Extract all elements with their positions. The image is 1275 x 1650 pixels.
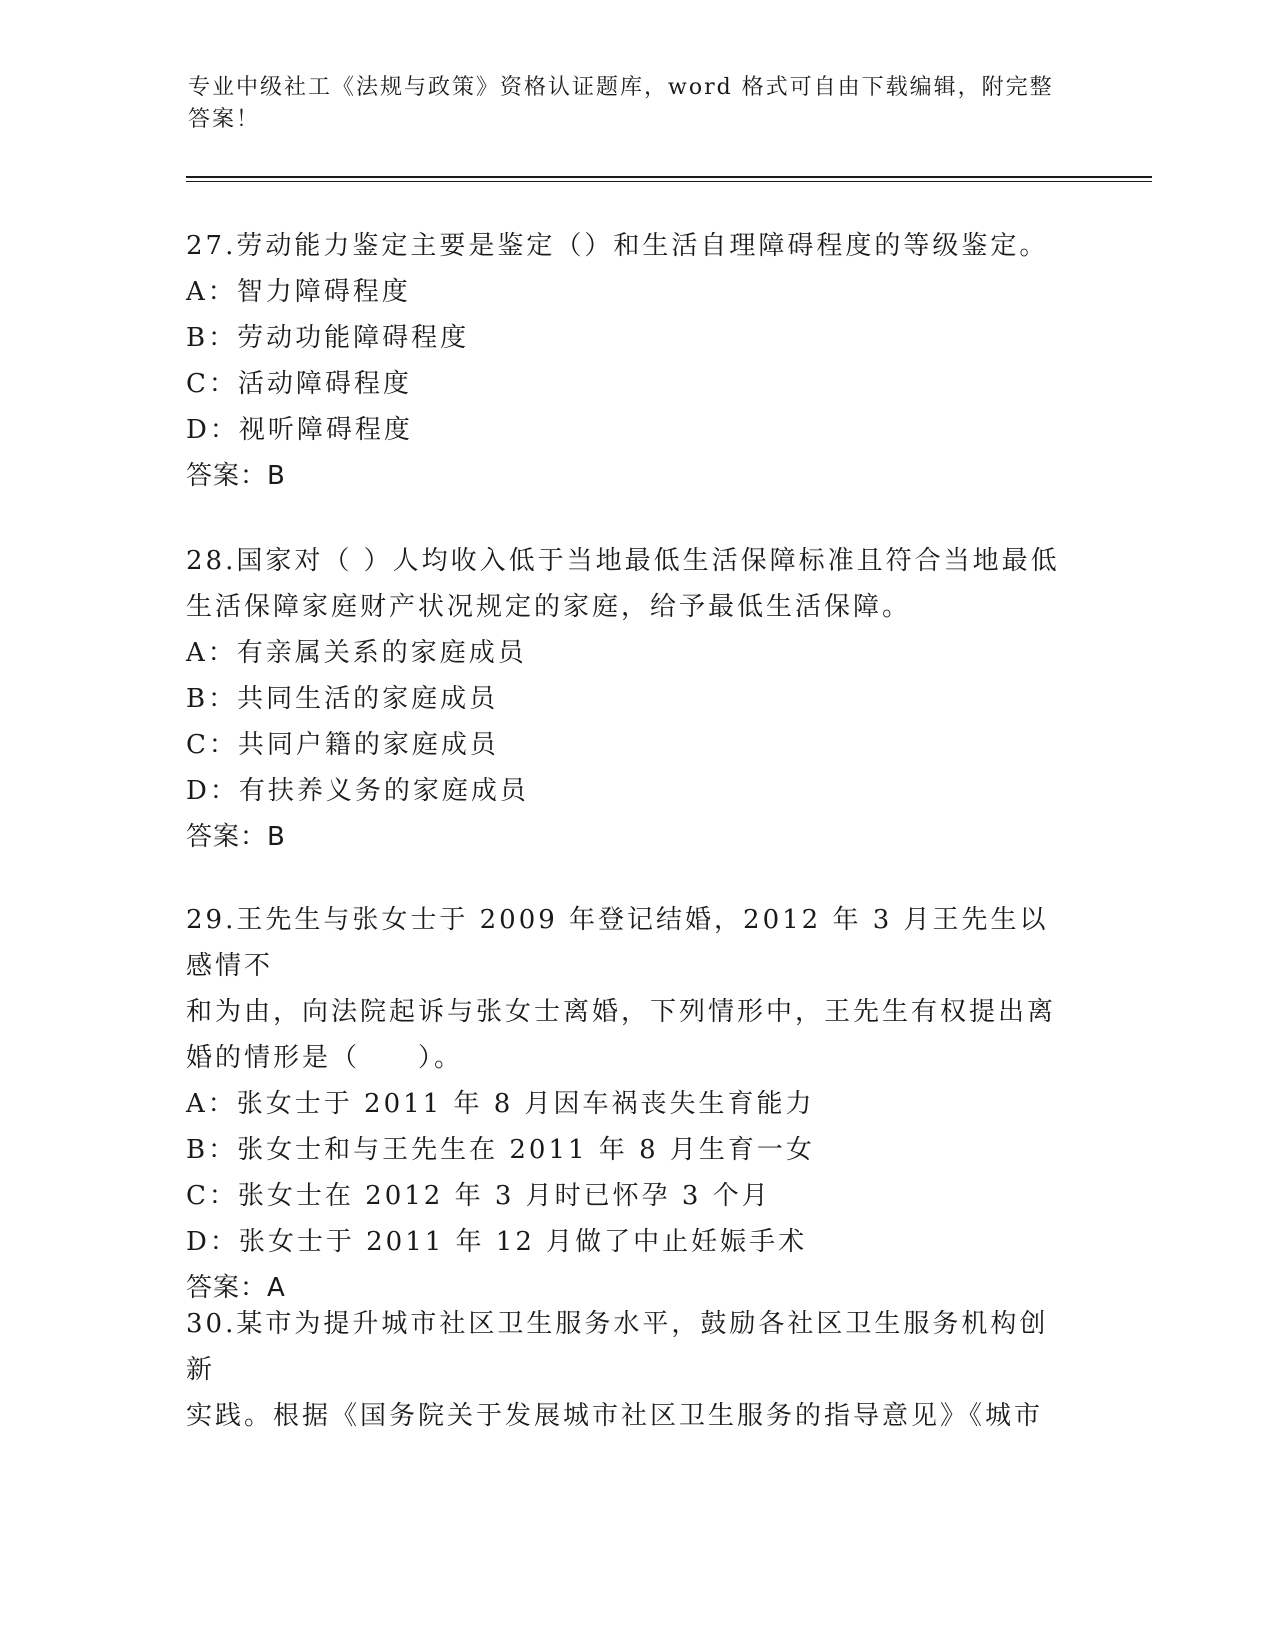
question-28	[186, 538, 1076, 860]
option-c: C：张女士在 2012 年 3 月时已怀孕 3 个月	[186, 1181, 771, 1211]
option-b: B：劳动功能障碍程度	[186, 323, 470, 353]
question-stem-line: 27.劳动能力鉴定主要是鉴定（）和生活自理障碍程度的等级鉴定。	[186, 231, 1049, 261]
option-a: A：张女士于 2011 年 8 月因车祸丧失生育能力	[186, 1089, 815, 1119]
option-b: B：张女士和与王先生在 2011 年 8 月生育一女	[186, 1135, 815, 1165]
question-27	[186, 223, 1076, 499]
option-d: D：张女士于 2011 年 12 月做了中止妊娠手术	[186, 1227, 808, 1257]
answer-line: 答案：B	[186, 822, 286, 852]
option-c: C：活动障碍程度	[186, 369, 412, 399]
question-stem-line: 和为由，向法院起诉与张女士离婚，下列情形中，王先生有权提出离	[186, 997, 1057, 1027]
header-line-2: 答案！	[188, 107, 261, 132]
question-29	[186, 897, 1076, 1311]
question-30	[186, 1301, 1076, 1439]
option-d: D：视听障碍程度	[186, 415, 413, 445]
answer-line: 答案：A	[186, 1273, 286, 1303]
option-c: C：共同户籍的家庭成员	[186, 730, 499, 760]
header-divider-thin	[186, 181, 1152, 182]
question-stem-line: 30.某市为提升城市社区卫生服务水平，鼓励各社区卫生服务机构创新	[186, 1309, 1049, 1385]
header-line-1: 专业中级社工《法规与政策》资格认证题库，word 格式可自由下载编辑，附完整	[188, 75, 1054, 100]
answer-line: 答案：B	[186, 461, 286, 491]
header-divider-thick	[186, 176, 1152, 178]
question-stem-line: 生活保障家庭财产状况规定的家庭，给予最低生活保障。	[186, 592, 912, 622]
option-d: D：有扶养义务的家庭成员	[186, 776, 529, 806]
document-header	[188, 72, 1068, 136]
question-stem-line: 28.国家对（ ）人均收入低于当地最低生活保障标准且符合当地最低	[186, 546, 1060, 576]
option-b: B：共同生活的家庭成员	[186, 684, 499, 714]
question-stem-line: 29.王先生与张女士于 2009 年登记结婚，2012 年 3 月王先生以感情不	[186, 905, 1049, 981]
question-stem-line: 实践。根据《国务院关于发展城市社区卫生服务的指导意见》《城市	[186, 1401, 1044, 1431]
option-a: A：智力障碍程度	[186, 277, 411, 307]
option-a: A：有亲属关系的家庭成员	[186, 638, 527, 668]
question-stem-line: 婚的情形是（ ）。	[186, 1043, 464, 1073]
